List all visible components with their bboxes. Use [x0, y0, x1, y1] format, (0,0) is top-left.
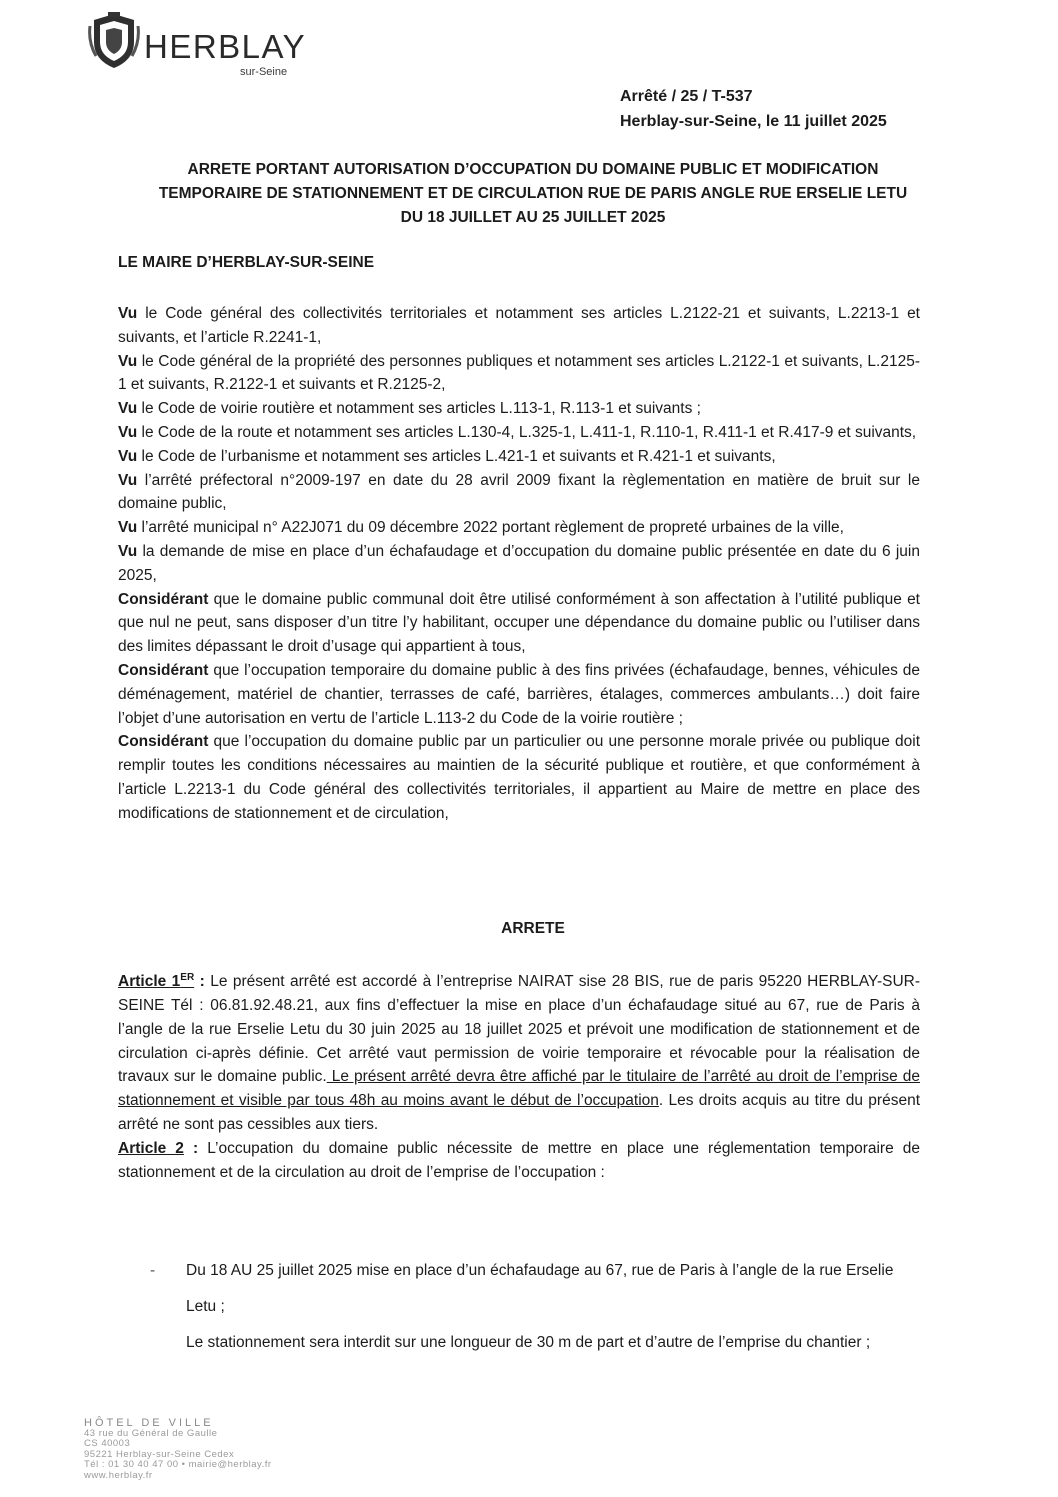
footer-line: 43 rue du Général de Gaulle — [84, 1427, 218, 1439]
footer-line: HÔTEL DE VILLE — [84, 1417, 214, 1429]
recital — [118, 516, 920, 540]
recital — [118, 445, 920, 469]
city-logo — [88, 12, 328, 78]
article-1-posting-requirement: Le présent arrêté devra être affiché par le titulaire de l’arrêté au droit de l’emprise de stationnement et visible par tous 48h au moins avant le début de l’occupation — [118, 1068, 920, 1110]
recital-lead: Vu — [118, 471, 138, 489]
recital-lead: Vu — [118, 305, 138, 322]
title-line-2: TEMPORAIRE DE STATIONNEMENT ET DE CIRCULATION RUE DE PARIS ANGLE RUE ERSELIE LETU — [158, 185, 908, 202]
recital — [118, 302, 920, 350]
footer-line: 95221 Herblay-sur-Seine Cedex — [84, 1448, 235, 1460]
footer-line: CS 40003 — [84, 1438, 131, 1449]
recital-lead: Vu — [118, 423, 138, 441]
recital — [118, 350, 920, 398]
recital-lead: Considérant — [118, 661, 209, 679]
recital-text: que le domaine public communal doit être utilisé conformément à son affectation à l’utilité publique et que nul ne peut, sans disposer d’un titre l’y habilitant, occuper une dépendance du domaine public ou l’utiliser dans des limites dépassant le droit d’usage qui appartient à tous, — [118, 590, 920, 656]
article-2-separator: : — [183, 1139, 199, 1157]
recital — [118, 397, 920, 421]
logo-city-name: HERBLAY — [144, 28, 307, 65]
articles — [118, 966, 920, 1184]
issuing-authority: LE MAIRE D’HERBLAY-SUR-SEINE — [118, 254, 375, 271]
recital-text: le Code de la route et notamment ses articles L.130-4, L.325-1, L.411-1, R.110-1, R.411-1 et R.417-9 et suivants, — [137, 423, 917, 441]
footer-line: Tél : 01 30 40 47 00 • mairie@herblay.fr — [84, 1459, 272, 1470]
article-1-label: Article 1ER — [118, 972, 195, 991]
list-item — [186, 1253, 920, 1361]
recital — [118, 659, 920, 730]
article-1-separator: : — [194, 973, 205, 991]
article-1-label-sup: ER — [180, 972, 195, 983]
recital-text: le Code de l’urbanisme et notamment ses articles L.421-1 et suivants et R.421-1 et suivants, — [137, 447, 776, 465]
recital — [118, 469, 920, 517]
recital-text: le Code de voirie routière et notamment ses articles L.113-1, R.113-1 et suivants ; — [137, 400, 701, 418]
recital-text: que l’occupation du domaine public par un particulier ou une personne morale privée ou publique doit remplir toutes les conditions nécessaires au maintien de la sécurité publique et routière, et que conformément à l’article L.2213-1 du Code général des collectivités territoriales, il appartient au Maire de mettre en place des modifications de stationnement et de circulation, — [118, 733, 920, 822]
document-reference-block — [620, 84, 887, 134]
city-crest-icon — [88, 12, 140, 70]
recital-lead: Vu — [118, 542, 138, 560]
recital-lead: Vu — [118, 352, 138, 370]
recital-lead: Vu — [118, 400, 138, 418]
recital-text: la demande de mise en place d’un échafaudage et d’occupation du domaine public présentée en date du 6 juin 2025, — [118, 542, 920, 584]
document-title — [118, 158, 948, 230]
decision-heading: ARRETE — [501, 920, 565, 937]
recital-text: que l’occupation temporaire du domaine public à des fins privées (échafaudage, bennes, véhicules de déménagement, matériel de chantier, terrasses de café, barrières, étalages, commerces ambulants…) doit faire l’objet d’une autorisation en vertu de l’article L.113-2 du Code de la voirie routière ; — [118, 661, 920, 727]
place-and-date: Herblay-sur-Seine, le 11 juillet 2025 — [620, 113, 887, 130]
recital — [118, 588, 920, 659]
article-1-text-end: . Les droits acquis au titre du présent arrêté ne sont pas cessibles aux tiers. — [118, 1092, 921, 1133]
measure-scaffolding: Du 18 AU 25 juillet 2025 mise en place d’un échafaudage au 67, rue de Paris à l’angle de la rue Erselie Letu ; — [186, 1262, 894, 1315]
measure-parking-ban: Le stationnement sera interdit sur une longueur de 30 m de part et d’autre de l’emprise du chantier ; — [186, 1334, 871, 1351]
recital — [118, 540, 920, 588]
title-line-3: DU 18 JUILLET AU 25 JUILLET 2025 — [400, 209, 666, 226]
recital-text: le Code général de la propriété des personnes publiques et notamment ses articles L.2122-1 et suivants, L.2125-1 et suivants, R.2122-1 et suivants et R.2125-2, — [118, 352, 920, 394]
article-1-text: Le présent arrêté est accordé à l’entreprise NAIRAT sise 28 BIS, rue de paris 95220 HERBLAY-SUR-SEINE Tél : 06.81.92.48.21, aux fins d’effectuer la mise en place d’un échafaudage situé au 67, rue de Paris à l’angle de la rue Erselie Letu du 30 juin 2025 au 18 juillet 2025 et prévoit une modification de stationnement et de circulation ci-après définie. Cet arrêté vaut permission de voirie temporaire et révocable pour la réalisation de travaux sur le domaine public. — [118, 973, 921, 1086]
recitals — [118, 302, 920, 826]
recital-text: l’arrêté municipal n° A22J071 du 09 décembre 2022 portant règlement de propreté urbaines de la ville, — [137, 519, 844, 537]
recital — [118, 730, 920, 825]
recital-text: l’arrêté préfectoral n°2009-197 en date du 28 avril 2009 fixant la règlementation en matière de bruit sur le domaine public, — [118, 471, 920, 513]
article-2-text: L’occupation du domaine public nécessite de mettre en place une réglementation temporaire de stationnement et de la circulation au droit de l’emprise de l’occupation : — [118, 1139, 921, 1181]
footer-line: www.herblay.fr — [84, 1469, 153, 1481]
article-1 — [118, 966, 920, 1137]
order-number: Arrêté / 25 / T-537 — [620, 88, 753, 105]
recital-text: le Code général des collectivités territoriales et notamment ses articles L.2122-21 et suivants, L.2213-1 et suivants, et l’article R.2241-1, — [118, 305, 920, 346]
recital-lead: Vu — [118, 447, 138, 465]
article-2 — [118, 1137, 920, 1185]
logo-city-suffix: sur-Seine — [240, 66, 288, 78]
recital-lead: Considérant — [118, 733, 209, 751]
title-line-1: ARRETE PORTANT AUTORISATION D’OCCUPATION DU DOMAINE PUBLIC ET MODIFICATION — [187, 161, 879, 178]
recital — [118, 421, 920, 445]
footer-address — [84, 1418, 272, 1481]
recital-lead: Considérant — [118, 590, 209, 608]
measures-list — [150, 1253, 920, 1361]
recital-lead: Vu — [118, 519, 138, 537]
list-dash: - — [150, 1262, 156, 1279]
article-2-label: Article 2 — [118, 1139, 184, 1157]
